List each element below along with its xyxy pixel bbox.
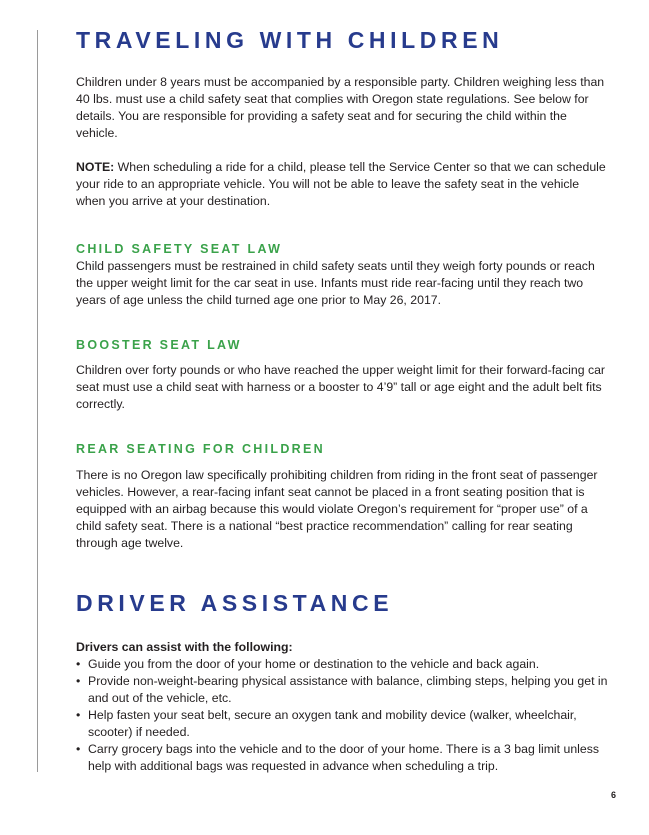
booster-seat-law-heading: BOOSTER SEAT LAW [76,338,242,352]
list-item-text: Guide you from the door of your home or destination to the vehicle and back again. [88,657,540,671]
page-number: 6 [611,790,617,800]
note-label: NOTE: [76,160,115,174]
left-margin-rule [37,30,38,772]
list-item [76,673,616,707]
list-item [76,741,616,775]
traveling-with-children-title: TRAVELING WITH CHILDREN [76,27,504,53]
rear-seating-heading: REAR SEATING FOR CHILDREN [76,442,325,456]
list-item [76,656,616,673]
note-text: When scheduling a ride for a child, please tell the Service Center so that we can schedule your ride to an appropriate vehicle. You will not be able to leave the safety seat in the vehicle when you arrive at your destination. [76,160,606,208]
booster-seat-law-body: Children over forty pounds or who have reached the upper weight limit for their forward-facing car seat must use a child seat with harness or a booster to 4’9” tall or age eight and the adult belt fits correctly. [76,363,606,411]
list-item [76,707,616,741]
list-item-text: Provide non-weight-bearing physical assistance with balance, climbing steps, helping you get in and out of the vehicle, etc. [88,674,608,705]
child-safety-seat-law-body: Child passengers must be restrained in child safety seats until they weigh forty pounds or reach the upper weight limit for the car seat in use. Infants must ride rear-facing until they reach two years of age unless the child turned age one prior to May 26, 2017. [76,259,595,307]
bullet-icon: • [76,657,81,671]
driver-assistance-title: DRIVER ASSISTANCE [76,590,394,616]
driver-assistance-lead: Drivers can assist with the following: [76,640,293,654]
list-item-text: Help fasten your seat belt, secure an oxygen tank and mobility device (walker, wheelchair, scooter) if needed. [88,708,577,739]
bullet-icon: • [76,742,81,756]
child-safety-seat-law-heading: CHILD SAFETY SEAT LAW [76,242,283,256]
children-intro-paragraph: Children under 8 years must be accompanied by a responsible party. Children weighing less than 40 lbs. must use a child safety seat that complies with Oregon state regulations. See below for details. You are responsible for providing a safety seat and for securing the child within the vehicle. [76,75,605,140]
list-item-text: Carry grocery bags into the vehicle and to the door of your home. There is a 3 bag limit unless help with additional bags was requested in advance when scheduling a trip. [88,742,600,773]
note-paragraph [76,159,611,210]
bullet-icon: • [76,708,81,722]
driver-assistance-list [76,656,616,775]
bullet-icon: • [76,674,81,688]
rear-seating-body: There is no Oregon law specifically prohibiting children from riding in the front seat of passenger vehicles. However, a rear-facing infant seat cannot be placed in a front seating position that is equipped with an airbag because this would violate Oregon’s requirement for “proper use” of a child safety seat. There is a national “best practice recommendation” calling for rear seating through age twelve. [76,468,598,550]
